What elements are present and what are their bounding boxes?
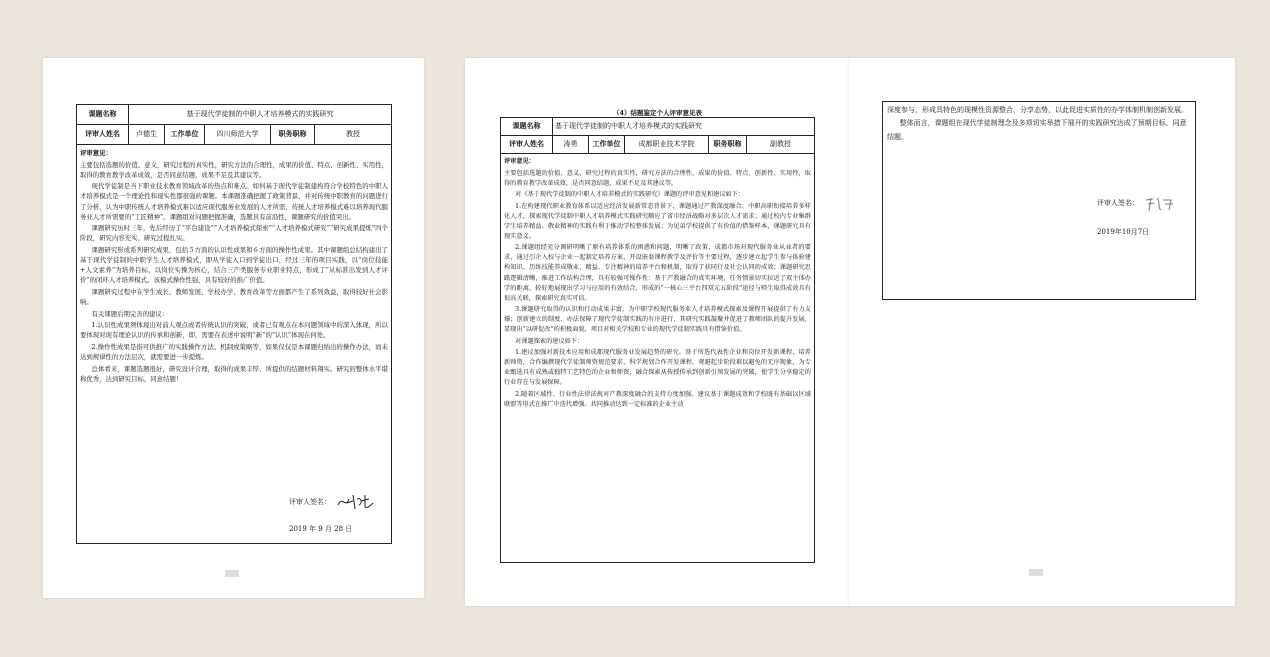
reviewer-label: 评审人姓名 bbox=[77, 125, 129, 144]
unit-value: 成都职业技术学院 bbox=[625, 136, 709, 153]
paragraph: 2.课题组经充分调研明晰了原有培养体系的困惑和问题，明晰了政策、成都市场对现代服务业从业者的要求，通过引企入校与企业一起制定培养方案、开设嵌套课程教学及评价等主要过程，逐步建立起学生参与体验建构知识、历练技能养成敬业、精益、专注精神的培养平台和机制，取得了获同行及社会认同的成效；课题研究思路逻辑清晰，推进工作结构合理，具有较强可操作性：基于产教融合的真实环境、任务情景切实拉近了双主体办学的距离，较好地展现出学习与应用的有效结合，形成的“一核心三平台四双元五阶段”途径与师生取得成效具有很高关联，探索研究真实可信。 bbox=[504, 244, 811, 302]
paragraph: 现代学徒制是当下职业技术教育领域改革的热点和难点。如何基于现代学徒制建构符合学校特色的中职人才培养模式是一个理论性和现实性都很强的课题。本课题准确把握了政策背景，并对传统中职教育的问题进行了分析，认为中职传统人才培养模式难以适应现代服务业发展的人才所需，传统人才培养模式难以培养现代服务业人才所需要的“工匠精神”。课题组对问题把握准确，选题具有前沿性，课题研究的价值突出。 bbox=[80, 182, 388, 221]
form-title: （4）结题鉴定个人评审意见表 bbox=[612, 109, 703, 117]
document-page-2 bbox=[465, 58, 849, 606]
opinion-heading: 评审意见： bbox=[504, 158, 535, 165]
topic-value: 基于现代学徒制的中职人才培养模式的实践研究 bbox=[186, 110, 334, 119]
requirement-text: 主要包括选题的价值、意义，研究过程的真实性，研究方法的合理性，成果的价值、特点、创新性、实用性，取得的教育教学改革成效，是否同意结题，成果不足及其建议等。 bbox=[504, 169, 811, 187]
topic-label: 课题名称 bbox=[77, 105, 129, 124]
document-page-1 bbox=[43, 58, 424, 598]
reviewer-value: 卢德生 bbox=[129, 125, 165, 144]
paragraph: 对《基于现代学徒制的中职人才培养模式的实践研究》课题的评审意见和建议如下： bbox=[515, 191, 745, 199]
unit-label: 工作单位 bbox=[165, 125, 205, 144]
paragraph: 课题研究过程中在学生成长、教师发展、学校办学、教育改革等方面都产生了系列效益，取得较好社会影响。 bbox=[80, 287, 388, 307]
handwritten-signature bbox=[1143, 194, 1177, 214]
paragraph: 1.建议加强对新技术应用和成都现代服务业发展趋势的研究。基于所选代表性企业和岗位开发新课程、培养新师资，合作编撰现代学徒制师资规范要求、科学规划合作开发课程，观避起步阶段难以避免的无序现象，为专业甄选具有成熟或独特工艺特色的企业和师资，融合探索从传授传承到创新引领发展的突破，使学生分享稳定的行业存在与发展保障。 bbox=[504, 349, 811, 387]
unit-value: 四川师范大学 bbox=[205, 125, 271, 144]
paragraph: 3.课题研究取得的认识和行动成果丰富，为中职学校现代服务业人才培养模式探索及课程开展提供了有力支撑；创新建立的制度、办法保障了现代学徒制实践的有序进行，其研究实践凝聚并促进了教师团队的提升发展，显现出“以研促改”的积极面貌，项目对相关学校和专业的现代学徒制实践具有借鉴价值。 bbox=[504, 306, 811, 334]
topic-label: 课题名称 bbox=[501, 118, 553, 135]
paragraph: 对课题探索的建议如下： bbox=[515, 337, 584, 345]
unit-label: 工作单位 bbox=[589, 136, 625, 153]
signature-label: 评审人签名： bbox=[289, 498, 331, 506]
handwritten-signature bbox=[335, 491, 375, 513]
paragraph: 课题研究形成系列研究成果，包括５方面的认识性成果和６方面的操作性成果。其中课题组总结构建出了基于现代学徒制的中职学生人才培养模式，即从学徒入口到学徒出口，经过三年的项目实践，以“岗位技能+人文素养”为培养目标，以岗位实操为核心，结合三产类服务专业职业特点，形成了“从标准出发到人才评价”的闭环人才培养模式。该模式操作性强，具有较好的推广价值。 bbox=[80, 245, 388, 285]
requirement-text: 主要包括选题的价值、意义，研究过程的真实性，研究方法的合理性，成果的价值、特点、创新性、实用性，取得的教育教学改革成效，是否同意结题，成果不足及其建议等。 bbox=[80, 160, 388, 179]
title-label: 职务职称 bbox=[271, 125, 315, 144]
signature-block bbox=[289, 491, 375, 513]
review-continuation bbox=[882, 101, 1196, 300]
paragraph: 2.随着区域性、行业性法律法规对产教深度融合的支持力度加强。建议基于课题成效和学校既有基础以区域联盟等形式在推广中迭代增强。共同推动达到一定标准的企业主动 bbox=[504, 391, 811, 409]
paragraph: 整体而言，课题组在现代学徒制理念及多项切实举措下展开的实践研究达成了预期目标，同意结题。 bbox=[887, 119, 1187, 141]
document-page-3 bbox=[849, 58, 1235, 606]
reviewer-value: 涛勇 bbox=[553, 136, 589, 153]
review-date: 2019年10月7日 bbox=[1097, 228, 1150, 236]
paragraph: 2.操作性成果是指可供推广的实践操作方法、机制或策略等，如果仅仅是本课题归纳出的操作办法，而未达到规律性的方法层次，就需要进一步提炼。 bbox=[80, 342, 388, 362]
title-value: 教授 bbox=[346, 130, 360, 139]
page-number-marker bbox=[225, 570, 239, 577]
review-date: 2019 年 9 月 28 日 bbox=[289, 525, 353, 533]
paragraph: 课题研究历时三年，先后经历了“平台建设”“人才培养模式探索”“人才培养模式研究”“研究成果提炼”四个阶段，研究内容充实、研究过程扎实。 bbox=[80, 224, 388, 243]
title-label: 职务职称 bbox=[709, 136, 747, 153]
review-form-1 bbox=[76, 104, 392, 544]
paragraph: 1.认识性成果须体现出对前人观点或者传统认识的突破，或者已有观点在本问题领域中的深入体现，所以要体现对现有理论认识的传承和创新，即，需要在表述中说明“新”的“认识”体现在何处。 bbox=[80, 321, 388, 340]
paragraph: 深度参与，形成具特色的现模性资源整合、分享态势，以此促进实质性的办学体制机制创新发展。 bbox=[887, 106, 1188, 114]
opinion-heading: 评审意见： bbox=[80, 149, 112, 157]
signature-label: 评审人签名： bbox=[1097, 199, 1139, 208]
reviewer-label: 评审人姓名 bbox=[501, 136, 553, 153]
paragraph: 1.在构建现代职业教育体系以适应经济发展新常态背景下，课题通过产教深度融合、中职高职衔接培养多样化人才，探索现代学徒制中职人才培养模式实践研究顺应了省市经济战略对多层次人才需求；通过校内专业集群学生培养精益、敬业精神的实践有利于推动学校整体发展；为见弟学校提供了有价值的借鉴样本，课题研究具有现实意义。 bbox=[504, 202, 811, 240]
page-number-marker bbox=[1029, 569, 1043, 576]
review-form-2 bbox=[500, 117, 815, 563]
signature-block bbox=[1097, 194, 1177, 214]
title-value: 副教授 bbox=[770, 140, 791, 149]
paragraph: 总体看来，课题选题很好，研究设计合理，取得的成果丰厚，所提供的结题材料翔实。研究的整体水平堪称优秀，达到研究目标，同意结题！ bbox=[80, 364, 388, 383]
topic-value: 基于现代学徒制的中职人才培养模式的实践研究 bbox=[555, 122, 702, 131]
paragraph: 有关课题后期完善的建议： bbox=[91, 309, 169, 318]
